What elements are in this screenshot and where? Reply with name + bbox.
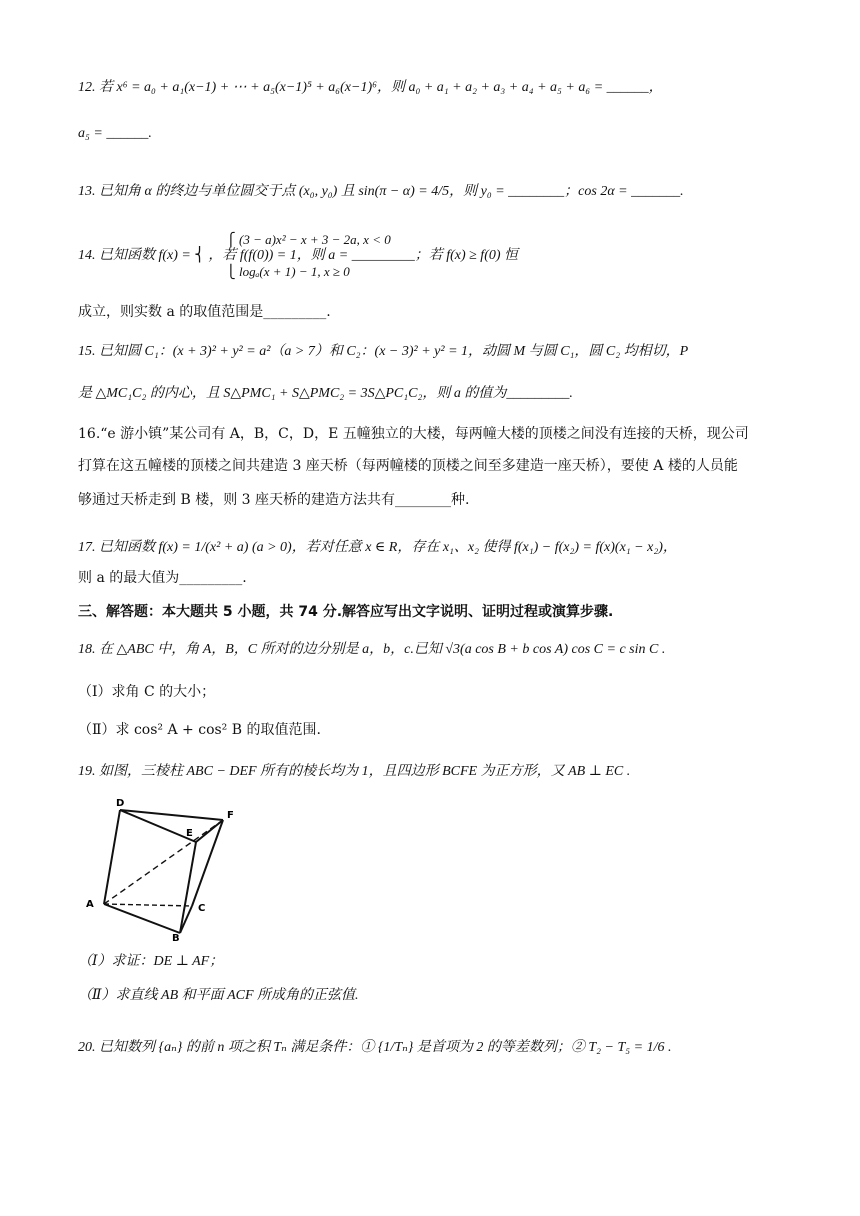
label-e: E (186, 828, 193, 839)
label-f: F (227, 810, 234, 821)
section-3-heading: 三、解答题：本大题共 5 小题，共 74 分.解答应写出文字说明、证明过程或演算步骤. (78, 604, 614, 620)
label-b: B (172, 933, 180, 942)
question-18-part-2: （Ⅱ）求 cos² A + cos² B 的取值范围. (78, 722, 321, 738)
question-16-line-1: 16.“e 游小镇”某公司有 A，B，C，D，E 五幢独立的大楼，每两幢大楼的顶楼之间没有连接的天桥，现公司 (78, 426, 749, 442)
question-12-line-2: a₅ = ______. (78, 126, 152, 141)
question-15-line-1: 15. 已知圆 C₁：(x + 3)² + y² = a²（a > 7）和 C₂：(x − 3)² + y² = 1，动圆 M 与圆 C₁，圆 C₂ 均相切，P (78, 344, 689, 359)
question-19-part-2: （Ⅱ）求直线 AB 和平面 ACF 所成角的正弦值. (78, 988, 359, 1003)
question-14-line-1: 14. 已知函数 f(x) = ⎨ ，若 f(f(0)) = 1，则 a = _________；若 f(x) ≥ f(0) 恒 (78, 248, 519, 263)
question-13: 13. 已知角 α 的终边与单位圆交于点 (x₀, y₀) 且 sin(π − α) = 4/5，则 y₀ = ________；cos 2α = _______. (78, 184, 684, 199)
question-16-line-2: 打算在这五幢楼的顶楼之间共建造 3 座天桥（每两幢楼的顶楼之间至多建造一座天桥），要使 A 楼的人员能 (78, 458, 738, 474)
question-18: 18. 在 △ABC 中，角 A，B，C 所对的边分别是 a，b，c.已知 √3(a cos B + b cos A) cos C = c sin C . (78, 642, 666, 657)
label-d: D (116, 798, 125, 809)
question-18-part-1: （Ⅰ）求角 C 的大小； (78, 684, 216, 700)
question-14-piece-2: ⎩ logₐ(x + 1) − 1, x ≥ 0 (226, 264, 350, 279)
question-14-line-2: 成立，则实数 a 的取值范围是_________. (78, 304, 331, 320)
question-16-line-3: 够通过天桥走到 B 楼，则 3 座天桥的建造方法共有________种. (78, 492, 470, 508)
question-17-line-1: 17. 已知函数 f(x) = 1/(x² + a) (a > 0)，若对任意 x ∈ R，存在 x₁、x₂ 使得 f(x₁) − f(x₂) = f(x)(x₁ − x₂)， (78, 540, 677, 555)
question-12-line-1: 12. 若 x⁶ = a₀ + a₁(x−1) + ⋯ + a₅(x−1)⁵ + a₆(x−1)⁶，则 a₀ + a₁ + a₂ + a₃ + a₄ + a₅ + a₆ = ______， (78, 80, 663, 95)
question-19-part-1: （Ⅰ）求证：DE ⊥ AF； (78, 954, 224, 969)
prism-figure (78, 796, 248, 942)
label-a: A (86, 899, 94, 910)
question-19: 19. 如图，三棱柱 ABC − DEF 所有的棱长均为 1，且四边形 BCFE 为正方形，又 AB ⊥ EC . (78, 764, 631, 779)
question-14-piece-1: ⎧ (3 − a)x² − x + 3 − 2a, x < 0 (226, 232, 391, 247)
question-15-line-2: 是 △MC₁C₂ 的内心，且 S△PMC₁ + S△PMC₂ = 3S△PC₁C₂，则 a 的值为_________. (78, 386, 573, 401)
question-17-line-2: 则 a 的最大值为_________. (78, 570, 247, 586)
label-c: C (198, 903, 206, 914)
question-20: 20. 已知数列 {aₙ} 的前 n 项之积 Tₙ 满足条件：① {1/Tₙ} 是首项为 2 的等差数列；② T₂ − T₅ = 1/6 . (78, 1040, 672, 1055)
